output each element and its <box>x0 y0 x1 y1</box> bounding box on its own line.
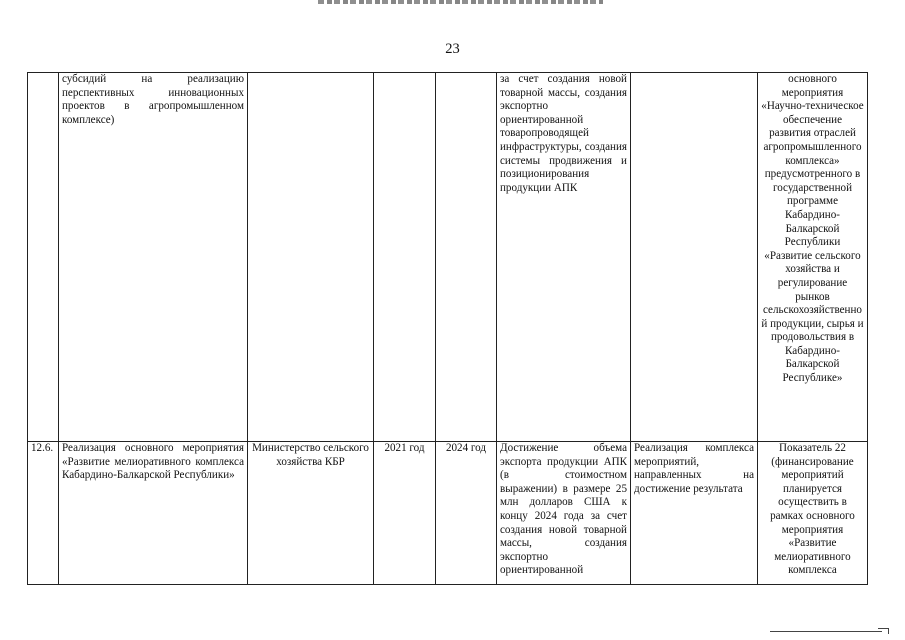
cell-number: 12.6. <box>28 442 59 585</box>
cell-end-year: 2024 год <box>436 442 497 585</box>
cell-indicator-link: основного мероприятия «Научно-техническое обеспечение развития отраслей агропромышленного комплекса» предусмотренного в государственной программе Кабардино-Балкарской Республики «Развитие сельского хозяйства и регулирование рынков сельскохозяйственной продукции, сырья и продовольствия в Кабардино-Балкарской Республике» <box>758 73 868 442</box>
program-measures-table <box>27 72 868 585</box>
cell-expected-result: за счет создания новой товарной массы, создания экспортно ориентированной товаропроводящей инфраструктуры, создания системы продвижения и позиционирования продукции АПК <box>497 73 631 442</box>
bottom-scan-artifact-tail <box>878 628 889 634</box>
bottom-scan-artifact <box>770 631 882 632</box>
cell-indicator-link: Показатель 22 (финансирование мероприятий планируется осуществить в рамках основного мероприятия «Развитие мелиоративного комплекса <box>758 442 868 585</box>
table-row <box>28 442 868 585</box>
cell-expected-result: Достижение объема экспорта продукции АПК (в стоимостном выражении) в размере 25 млн долларов США к концу 2024 года за счет создания новой товарной массы, создания экспортно ориентированной <box>497 442 631 585</box>
page-number: 23 <box>445 41 460 57</box>
table-row <box>28 73 868 442</box>
cell-start-year: 2021 год <box>374 442 436 585</box>
cell-responsible: Министерство сельского хозяйства КБР <box>248 442 374 585</box>
cell-responsible <box>248 73 374 442</box>
top-scan-artifact <box>318 0 603 4</box>
cell-start-year <box>374 73 436 442</box>
cell-end-year <box>436 73 497 442</box>
cell-main-aspects <box>631 73 758 442</box>
cell-measure-name: Реализация основного мероприятия «Развитие мелиоративного комплекса Кабардино-Балкарской Республики» <box>59 442 248 585</box>
cell-number <box>28 73 59 442</box>
cell-main-aspects: Реализация комплекса мероприятий, направленных на достижение результата <box>631 442 758 585</box>
cell-measure-name: субсидий на реализацию перспективных инновационных проектов в агропромышленном комплексе) <box>59 73 248 442</box>
